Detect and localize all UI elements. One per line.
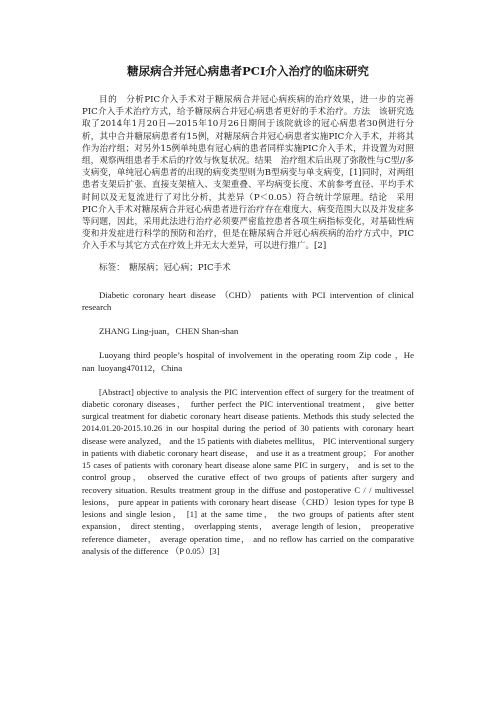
- english-title: Diabetic coronary heart disease （CHD） patients with PCI intervention of clinical research: [82, 289, 414, 313]
- english-authors: ZHANG Ling-juan，CHEN Shan-shan: [99, 325, 239, 336]
- english-affiliation: Luoyang third people’s hospital of involvement in the operating room Zip code ，He nan luoyang470112，China: [82, 350, 414, 374]
- chinese-keywords: 标签： 糖尿病；冠心病；PIC手术: [99, 262, 231, 273]
- article-title: 糖尿病合并冠心病患者PCI介入治疗的临床研究: [127, 64, 369, 78]
- chinese-abstract: 目的 分析PIC介入手术对于糖尿病合并冠心病疾病的治疗效果，进一步的完善PIC介入手术治疗方式，给予糖尿病合并冠心病患者更好的手术治疗。方法 该研究选取了2014年1月20日—2015年10月26日期间于该院就诊的冠心病患者30例进行分析，其中合并糖尿病患者有15例，对糖尿病合并冠心病患者实施PIC介入手术，并将其作为治疗组；对另外15例单纯患有冠心病的患者同样实施PIC介入手术，并设置为对照组，观察两组患者手术后的疗效与恢复状况。结果 治疗组术后出现了弥散性与C型//多支病变，单纯冠心病患者的出现的病变类型则为B型病变与单支病变，[1]同时，对两组患者支架后扩张、直接支架植入、支架重叠、平均病变长度、术前参考直径、平均手术时间以及无复流进行了对比分析，其差异（P＜0.05）符合统计学原理。结论 采用PIC介入手术对糖尿病合并冠心病患者进行治疗存在难度大、病变范围大以及并发症多等问题，因此，采用此法进行治疗必须要严密监控患者各项生病指标变化，对基础性病变和并发症进行科学的预防和治疗，但是在糖尿病合并冠心病疾病的治疗方式中，PIC介入手术与其它方式在疗效上并无太大差异，可以进行推广。[2]: [82, 95, 414, 252]
- english-abstract: [Abstract] objective to analysis the PIC intervention effect of surgery for the treatment of diabetic coronary diseases， further perfect the PIC interventional treatment， give better surgical treatment for diabetic coronary heart disease patients. Methods this study selected the 2014.01.20-2015.10.26 in our hospital during the period of 30 patients with coronary heart disease were analyzed， and the 15 patients with diabetes mellitus， PIC interventional surgery in patients with diabetic coronary heart disease， and use it as a treatment group； For another 15 cases of patients with coronary heart disease alone same PIC in surgery， and is set to the control group， observed the curative effect of two groups of patients after surgery and recovery situation. Results treatment group in the diffuse and postoperative C / / multivessel lesions， pure appear in patients with coronary heart disease（CHD）lesion types for type B lesions and single lesion， [1] at the same time， the two groups of patients after stent expansion， direct stenting， overlapping stents， average length of lesion， preoperative reference diameter， average operation time， and no reflow has carried on the comparative analysis of the difference （P 0.05）[3]: [82, 386, 414, 556]
